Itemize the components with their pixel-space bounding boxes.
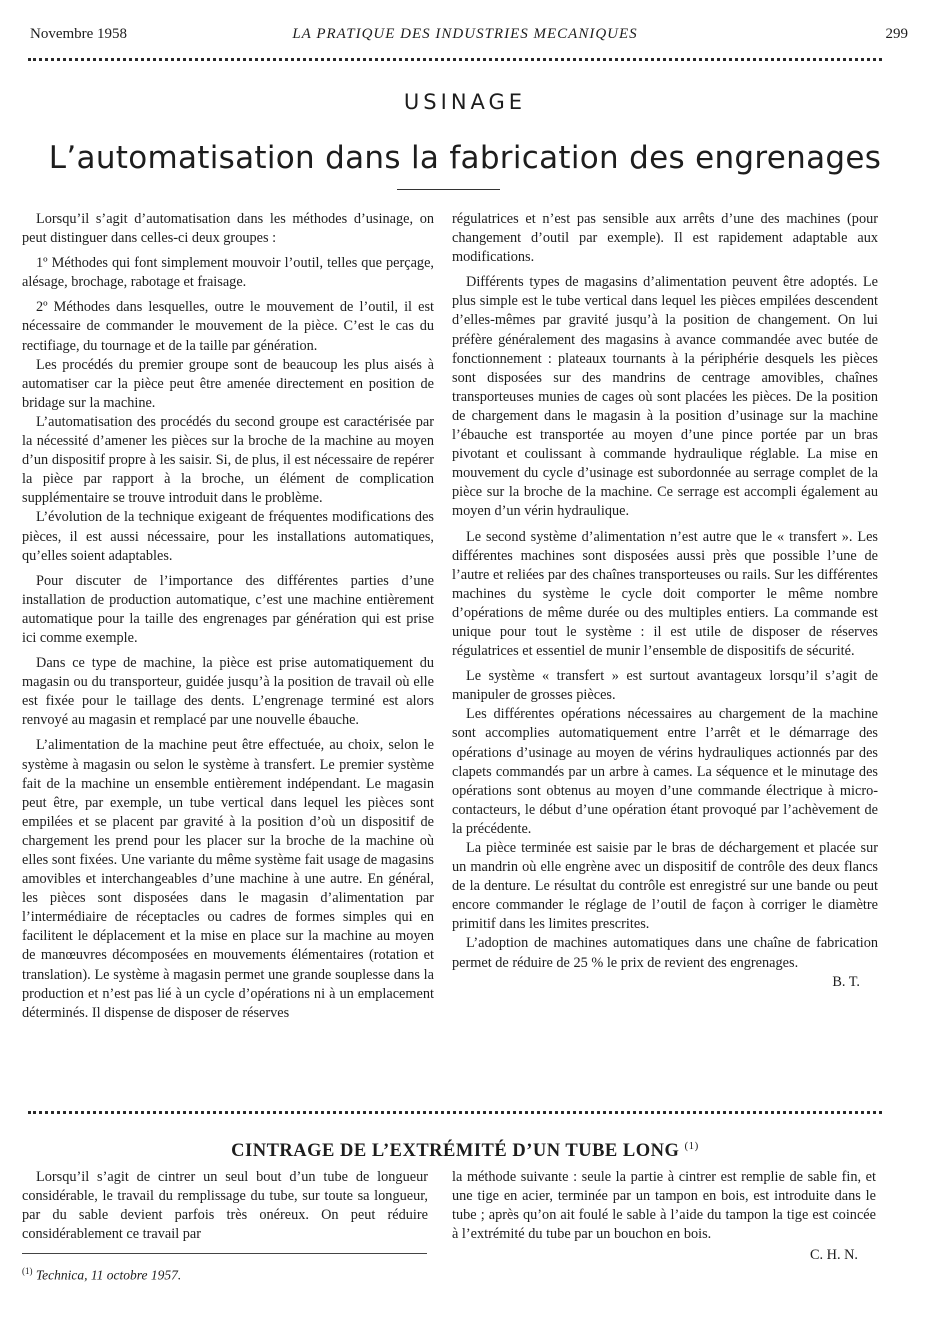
footnote-rule — [22, 1253, 427, 1254]
paragraph: L’évolution de la technique exigeant de fréquentes modifications des pièces, il est aussi nécessaire, pour les installations automatiques, qu’elles soient adaptables. — [22, 509, 434, 564]
right-column — [452, 210, 878, 998]
left-column — [22, 210, 434, 1029]
paragraph: L’adoption de machines automatiques dans une chaîne de fabrication permet de réduire de 25 % le prix de revient des engrenages. — [452, 935, 878, 971]
footnote-marker: (1) — [684, 1140, 699, 1152]
paragraph: La pièce terminée est saisie par le bras de déchargement et placée sur un mandrin où elle engrène avec un dispositif de contrôle des deux flancs de la denture. Le résultat du contrôle est enregistré sur une bande ou peut encore commander le réglage de l’outil de façon à corriger le diamètre primitif dans les limites prescrites. — [452, 840, 878, 933]
footnote-mark: (1) — [22, 1266, 33, 1276]
paragraph: L’alimentation de la machine peut être effectuée, au choix, selon le système à magasin ou selon le système à transfert. Le premier système fait de la machine un ensemble entièrement indépendant. Le magasin peut être, par exemple, un tube vertical dans lequel les pièces sont empilées et se placent par gravité à la position d’où un dispositif de chargement les prend pour les placer sur la broche de la machine où elles sont fixées. Une variante du même système fait usage de magasins amovibles et interchangeables d’une machine à une autre. En général, les pièces sont disposées dans le magasin d’alimentation par l’intermédiaire de réceptacles ou cadres de formes simples qui en facilitent le déplacement et la mise en place sur la machine au moyen de manœuvres décomposées en mouvements élémentaires (rotation et translation). Le système à magasin permet une grande souplesse dans la production et n’est pas lié à un cycle d’opérations ni à un emplacement déterminés. Il dispense de disposer de réserves — [22, 737, 434, 1021]
paragraph: Lorsqu’il s’agit d’automatisation dans les méthodes d’usinage, on peut distinguer dans celles-ci deux groupes : — [22, 211, 434, 247]
author-signature: C. H. N. — [809, 1247, 858, 1264]
paragraph: Dans ce type de machine, la pièce est prise automatiquement du magasin ou du transporteur, guidée jusqu’à la position de travail où elle est fixée pour le taillage des dents. L’engrenage terminé est alors renvoyé au magasin et remplacé par une nouvelle ébauche. — [22, 655, 434, 729]
article-divider — [28, 1111, 882, 1114]
footnote-text: Technica, 11 octobre 1957. — [35, 1267, 182, 1283]
paragraph: Le second système d’alimentation n’est autre que le « transfert ». Les différentes machines sont disposées aussi près que possible l’une de l’autre et reliées par des chaînes transporteuses ou rails. Sur les différentes machines du système le cycle doit comporter le même nombre d’opérations de même durée ou des multiples entiers. La commande est unique pour tout le système : il est utile de disposer de réserves régulatrices et essentiel de munir l’ensemble de dispositifs de sécurité. — [452, 528, 878, 660]
paragraph: Lorsqu’il s’agit de cintrer un seul bout d’un tube de longueur considérable, le travail du remplissage du tube, sur toute sa longueur, par du sable devient parfois très onéreux. On peut réduire considérablement ce travail par — [22, 1169, 428, 1243]
page-number: 299 — [885, 26, 908, 42]
paragraph: Les procédés du premier groupe sont de beaucoup les plus aisés à automatiser car la pièce peut être amenée directement en position de bridage sur la machine. — [22, 356, 434, 411]
title-rule — [397, 189, 500, 190]
author-signature: B. T. — [832, 973, 860, 990]
paragraph: 2º Méthodes dans lesquelles, outre le mouvement de l’outil, il est nécessaire de commander le mouvement de la pièce. C’est le cas du rectifiage, du tournage et de la taille par génération. — [22, 299, 434, 354]
second-article-title: CINTRAGE DE L’EXTRÉMITÉ D’UN TUBE LONG $^{(1)}$ — [231, 1140, 699, 1162]
footnote — [22, 1266, 181, 1284]
paragraph: régulatrices et n’est pas sensible aux arrêts d’une des machines (pour changement d’outil par exemple). Il est rapidement adaptable aux modifications. — [452, 211, 878, 266]
paragraph: L’automatisation des procédés du second groupe est caractérisée par la nécessité d’amener les pièces sur la broche de la machine au moyen d’un dispositif propre à les saisir. Si, de plus, il est nécessaire de repérer la pièce par rapport à la broche, un élément de complication supplémentaire se trouve introduit dans le problème. — [22, 413, 434, 507]
paragraph: Différents types de magasins d’alimentation peuvent être adoptés. Le plus simple est le tube vertical dans lequel les pièces empilées descendent d’elles-mêmes par gravité jusqu’à la position de changement. On lui préfère généralement des magasins à avance commandée avec butée de fonctionnement : plateaux tournants à la périphérie desquels les pièces sont disposées sur des mandrins de centrage amovibles, chaînes transporteuses munies de cages où sont placées les pièces. De la position de chargement dans le magasin à la position d’usinage sur la machine l’ébauche est transportée au moyen d’une pince portée par un bras pivotant et coulissant à commande hydraulique réglable. La mise en mouvement du cycle d’usinage est subordonnée au serrage complet de la pièce sur la broche de la machine. Ce serrage est accompli également au moyen d’un vérin hydraulique. — [452, 274, 878, 520]
second-article-left — [22, 1168, 428, 1250]
paragraph: Le système « transfert » est surtout avantageux lorsqu’il s’agit de manipuler de grosses pièces. — [452, 668, 878, 704]
paragraph: Pour discuter de l’importance des différentes parties d’une installation de production automatique, c’est une machine entièrement automatique pour la taille des engrenages par génération qui est prise ici comme exemple. — [22, 572, 434, 646]
second-article-right — [452, 1168, 876, 1271]
header-divider — [28, 58, 882, 61]
journal-name: LA PRATIQUE DES INDUSTRIES MECANIQUES — [292, 26, 638, 42]
paragraph: Les différentes opérations nécessaires au chargement de la machine sont accomplies automatiquement entre l’arrêt et le démarrage des opérations d’usinage au moyen de vérins hydrauliques actionnés par des clapets commandés par un arbre à cames. La séquence et le minutage des opérations sont obtenus au moyen d’une commande électrique à micro-contacteurs, le début d’une opération étant provoqué par l’achèvement de la précédente. — [452, 706, 878, 837]
running-header — [22, 22, 908, 46]
issue-date: Novembre 1958 — [30, 26, 128, 42]
paragraph: la méthode suivante : seule la partie à cintrer est remplie de sable fin, et une tige en acier, terminée par un tampon en bois, est introduite dans le tube ; après qu’on ait foulé le sable à l’aide du tampon la tige est coincée à l’extrémité du tube par un bouchon en bois. — [452, 1169, 876, 1243]
paragraph: 1º Méthodes qui font simplement mouvoir l’outil, telles que perçage, alésage, brochage, rabotage et fraisage. — [22, 255, 434, 291]
section-heading: USINAGE — [403, 90, 527, 114]
article-title: L’automatisation dans la fabrication des engrenages — [48, 140, 882, 176]
